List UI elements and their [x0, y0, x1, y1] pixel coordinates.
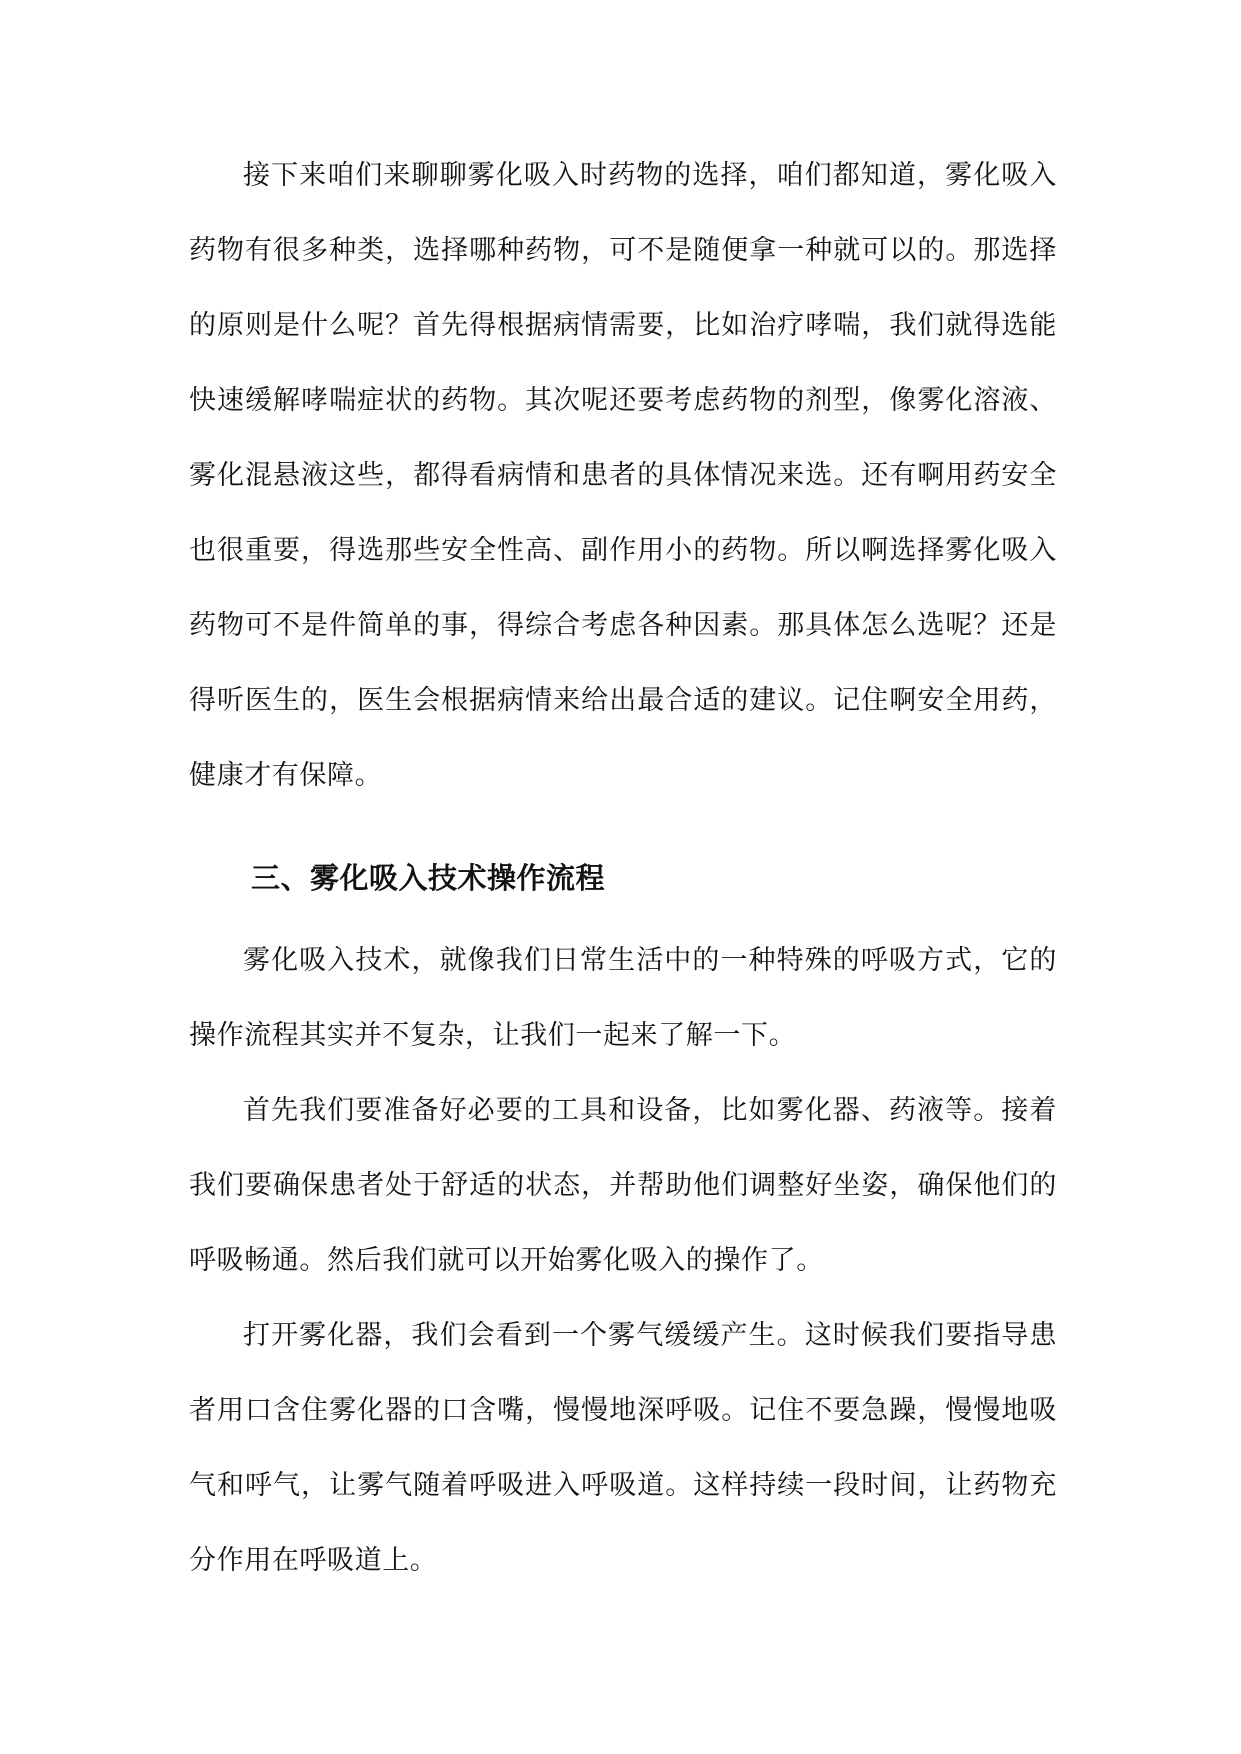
section-heading: 三、雾化吸入技术操作流程	[251, 861, 606, 895]
paragraph-preparation: 首先我们要准备好必要的工具和设备，比如雾化器、药液等。接着我们要确保患者处于舒适的状态，并帮助他们调整好坐姿，确保他们的呼吸畅通。然后我们就可以开始雾化吸入的操作了。	[189, 1095, 1057, 1276]
paragraph-drug-selection: 接下来咱们来聊聊雾化吸入时药物的选择，咱们都知道，雾化吸入药物有很多种类，选择哪种药物，可不是随便拿一种就可以的。那选择的原则是什么呢？首先得根据病情需要，比如治疗哮喘，我们就得选能快速缓解哮喘症状的药物。其次呢还要考虑药物的剂型，像雾化溶液、雾化混悬液这些，都得看病情和患者的具体情况来选。还有啊用药安全也很重要，得选那些安全性高、副作用小的药物。所以啊选择雾化吸入药物可不是件简单的事，得综合考虑各种因素。那具体怎么选呢？还是得听医生的，医生会根据病情来给出最合适的建议。记住啊安全用药，健康才有保障。	[189, 160, 1057, 791]
paragraph-intro: 雾化吸入技术，就像我们日常生活中的一种特殊的呼吸方式，它的操作流程其实并不复杂，让我们一起来了解一下。	[189, 945, 1057, 1051]
paragraph-operation: 打开雾化器，我们会看到一个雾气缓缓产生。这时候我们要指导患者用口含住雾化器的口含嘴，慢慢地深呼吸。记住不要急躁，慢慢地吸气和呼气，让雾气随着呼吸进入呼吸道。这样持续一段时间，让药物充分作用在呼吸道上。	[189, 1320, 1057, 1576]
document-body	[189, 138, 1057, 1598]
